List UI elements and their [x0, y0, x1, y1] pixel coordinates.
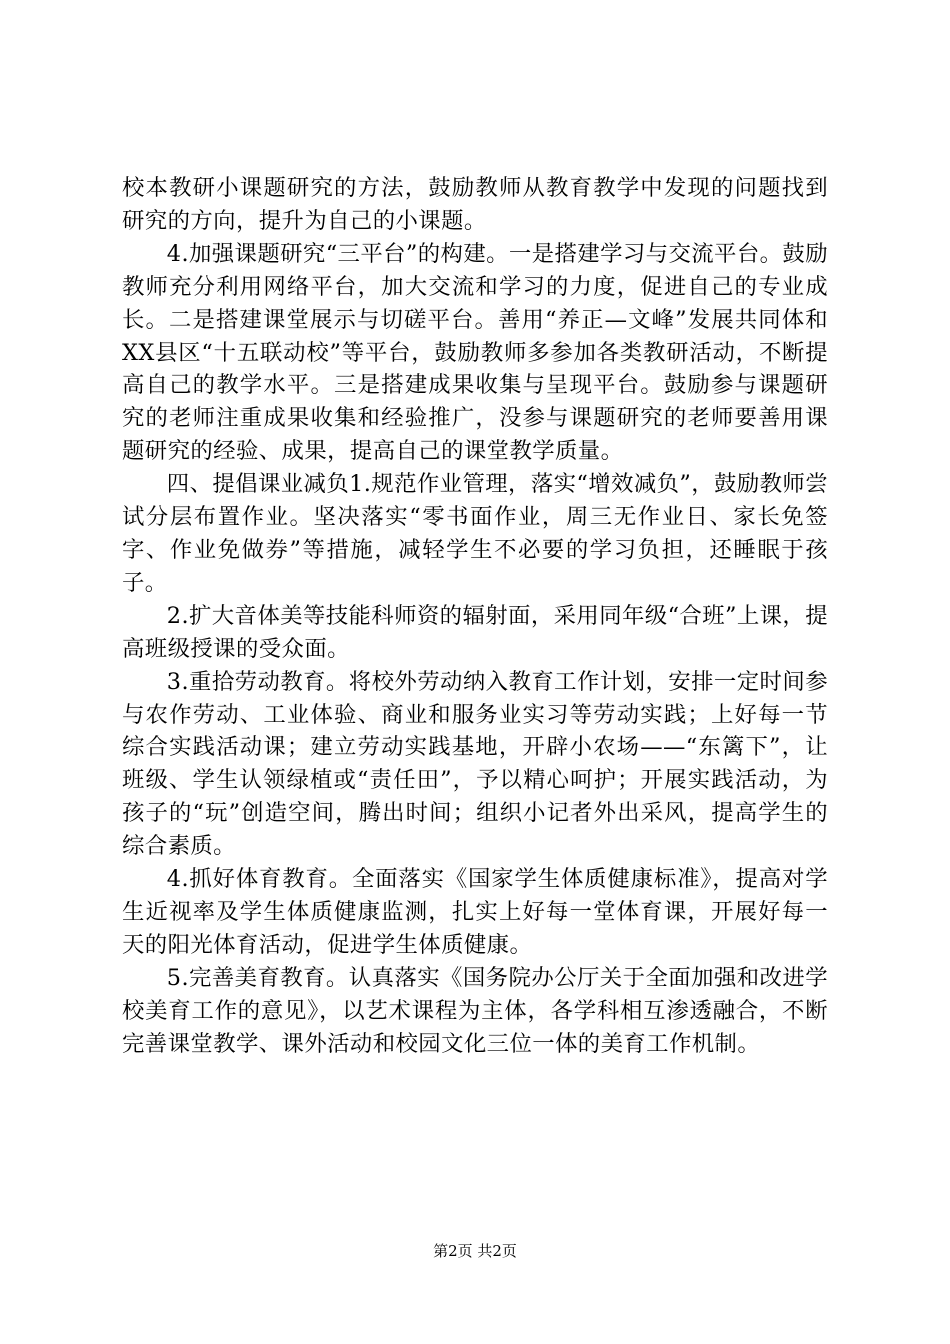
paragraph-1: 校本教研小课题研究的方法，鼓励教师从教育教学中发现的问题找到研究的方向，提升为自己的小课题。	[122, 175, 828, 234]
paragraph-2: 4.加强课题研究“三平台”的构建。一是搭建学习与交流平台。鼓励教师充分利用网络平台，加大交流和学习的力度，促进自己的专业成长。二是搭建课堂展示与切磋平台。善用“养正—文峰”发展共同体和XX县区“十五联动校”等平台，鼓励教师多参加各类教研活动，不断提高自己的教学水平。三是搭建成果收集与呈现平台。鼓励参与课题研究的老师注重成果收集和经验推广，没参与课题研究的老师要善用课题研究的经验、成果，提高自己的课堂教学质量。	[122, 240, 828, 465]
paragraph-4: 2.扩大音体美等技能科师资的辐射面，采用同年级“合班”上课，提高班级授课的受众面。	[122, 602, 828, 662]
page-footer: 第2页 共2页	[433, 1242, 517, 1260]
paragraph-5: 3.重拾劳动教育。将校外劳动纳入教育工作计划，安排一定时间参与农作劳动、工业体验、商业和服务业实习等劳动实践；上好每一节综合实践活动课；建立劳动实践基地，开辟小农场——“东篱下”，让班级、学生认领绿植或“责任田”，予以精心呵护；开展实践活动，为孩子的“玩”创造空间，腾出时间；组织小记者外出采风，提高学生的综合素质。	[122, 668, 828, 860]
document-body	[122, 172, 828, 1060]
paragraph-3: 四、提倡课业减负1.规范作业管理，落实“增效减负”，鼓励教师尝试分层布置作业。坚决落实“零书面作业，周三无作业日、家长免签字、作业免做券”等措施，减轻学生不必要的学习负担，还睡眠于孩子。	[122, 471, 828, 596]
paragraph-6: 4.抓好体育教育。全面落实《国家学生体质健康标准》，提高对学生近视率及学生体质健康监测，扎实上好每一堂体育课，开展好每一天的阳光体育活动，促进学生体质健康。	[122, 866, 828, 958]
paragraph-7: 5.完善美育教育。认真落实《国务院办公厅关于全面加强和改进学校美育工作的意见》，以艺术课程为主体，各学科相互渗透融合，不断完善课堂教学、课外活动和校园文化三位一体的美育工作机制。	[122, 964, 828, 1057]
